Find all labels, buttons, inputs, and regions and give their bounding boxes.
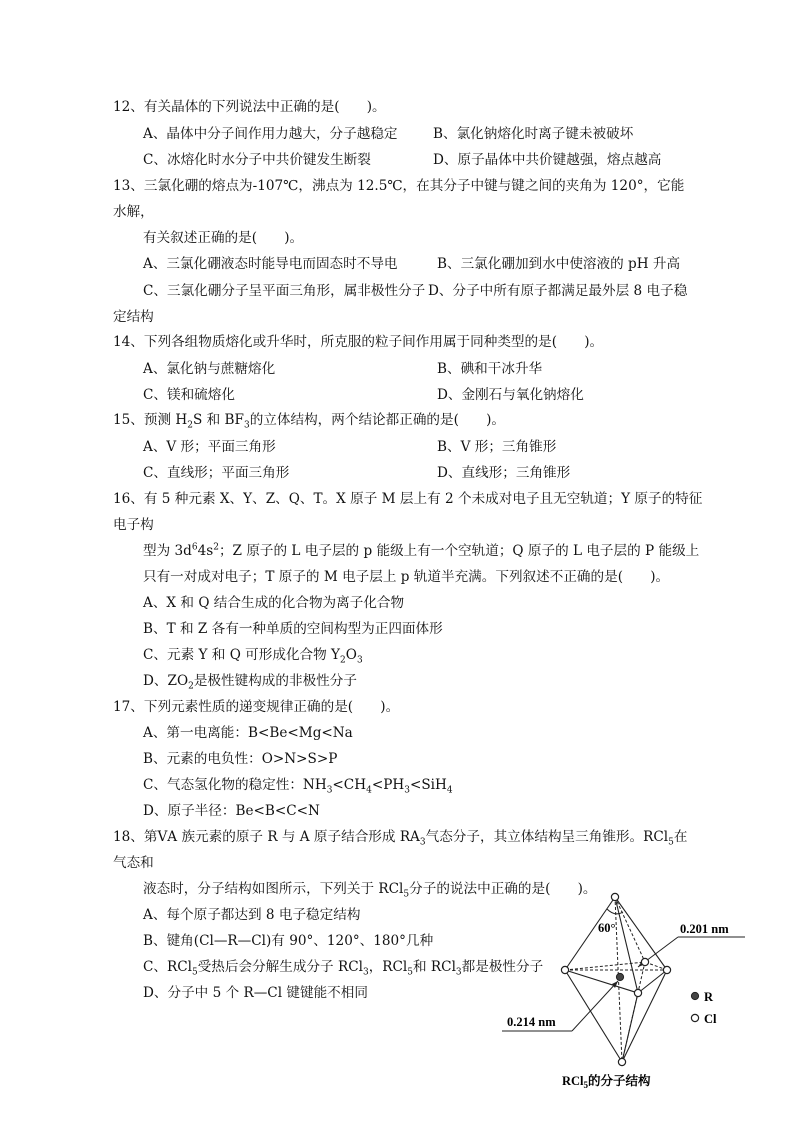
question-18-stem-line2: 气态和 <box>113 855 154 871</box>
question-17-option-d: D、原子半径：Be<B<C<N <box>143 803 320 819</box>
question-12-option-c: C、冰熔化时水分子中共价键发生断裂 <box>143 152 371 168</box>
legend-r-marker <box>691 992 698 999</box>
question-15-option-d: D、直线形；三角锥形 <box>437 465 571 481</box>
bond-length-bottom: 0.214 nm <box>507 1015 556 1029</box>
bond-length-top: 0.201 nm <box>680 922 729 936</box>
cl-atom-left <box>561 966 568 973</box>
question-14-stem: 14、下列各组物质熔化或升华时，所克服的粒子间作用属于同种类型的是( )。 <box>113 334 604 350</box>
question-16-option-c: C、元素 Y 和 Q 可形成化合物 $Y_2O_3$ <box>143 647 363 666</box>
question-18-option-c: C、RCl$_5$受热后会分解生成分子 RCl$_3$，RCl$_5$和 RCl$_3$都是极性分子 <box>143 959 544 978</box>
cl-atom-right <box>663 966 670 973</box>
edge-left-front <box>565 970 638 993</box>
dashed-edges <box>565 897 667 1062</box>
question-13-option-d: D、分子中所有原子都满足最外层 8 电子稳 <box>428 283 688 299</box>
question-18-stem-line1: 18、第ⅤA 族元素的原子 R 与 A 原子结合形成 $RA_3$气态分子，其立体结构呈三角锥形。RCl$_5$在 <box>113 829 688 848</box>
question-17-option-a: A、第一电离能：B<Be<Mg<Na <box>143 725 353 741</box>
question-13-option-a: A、三氯化硼液态时能导电而固态时不导电 <box>143 256 398 272</box>
question-18-option-b: B、键角(Cl—R—Cl)有 90°、120°、180°几种 <box>143 933 434 949</box>
edge-bottom-right <box>622 970 667 1062</box>
question-13-stem-line1: 13、三氯化硼的熔点为-107℃，沸点为 12.5℃，在其分子中键与键之间的夹角为 120°，它能 <box>113 178 685 194</box>
angle-arc <box>607 909 623 914</box>
question-15-stem: 15、预测 $H_2S$ 和 $BF_3$的立体结构，两个结论都正确的是( )。 <box>113 412 506 431</box>
legend-cl-marker <box>691 1014 698 1021</box>
question-16-stem-line3: 型为 $3d^64s^2$；Z 原子的 L 电子层的 p 能级上有一个空轨道；Q 原子的 L 电子层的 P 能级上 <box>143 542 700 559</box>
edge-left-back <box>565 962 645 970</box>
question-17-stem: 17、下列元素性质的递变规律正确的是( )。 <box>113 699 400 715</box>
question-13-option-c: C、三氯化硼分子呈平面三角形，属非极性分子 <box>143 283 426 299</box>
rcl5-structure-figure <box>490 885 750 1095</box>
question-13-option-d-cont: 定结构 <box>113 309 154 325</box>
question-15-option-c: C、直线形；平面三角形 <box>143 465 290 481</box>
question-14-option-a: A、氯化钠与蔗糖熔化 <box>143 361 276 377</box>
question-14-option-c: C、镁和硫熔化 <box>143 387 235 403</box>
question-16-stem-line1: 16、有 5 种元素 X、Y、Z、Q、T。X 原子 M 层上有 2 个未成对电子且无空轨道；Y 原子的特征 <box>113 491 703 507</box>
r-atom <box>616 973 623 980</box>
figure-caption: RCl$_5$的分子结构 <box>562 1074 651 1090</box>
question-14-option-d: D、金刚石与氧化钠熔化 <box>437 387 584 403</box>
question-17-option-b: B、元素的电负性：O>N>S>P <box>143 751 338 767</box>
question-15-option-b: B、V 形；三角锥形 <box>437 439 557 455</box>
question-12-option-d: D、原子晶体中共价键越强，熔点越高 <box>433 152 662 168</box>
leader-line-bottom <box>572 981 618 1031</box>
angle-label: 60° <box>598 921 616 935</box>
question-16-stem-line2: 电子构 <box>113 517 154 533</box>
question-13-stem-line2: 水解， <box>113 204 154 220</box>
cl-atom-bottom <box>618 1058 625 1065</box>
question-17-option-c: C、气态氢化物的稳定性：$NH_3<CH_4<PH_3<SiH_4$ <box>143 777 453 796</box>
question-14-option-b: B、碘和干冰升华 <box>437 361 543 377</box>
question-16-option-b: B、T 和 Z 各有一种单质的空间构型为正四面体形 <box>143 621 443 637</box>
question-16-option-d: D、$ZO_2$是极性键构成的非极性分子 <box>143 673 357 692</box>
question-12-stem: 12、有关晶体的下列说法中正确的是( )。 <box>113 99 386 115</box>
question-18-stem-line3: 液态时，分子结构如图所示，下列关于 RCl$_5$分子的说法中正确的是( )。 <box>143 881 597 900</box>
edge-bottom-back <box>622 962 645 1062</box>
cl-atom-back <box>641 958 648 965</box>
legend-cl-label: Cl <box>704 1012 717 1026</box>
cl-atom-front <box>634 989 641 996</box>
bipyramid-edges <box>565 897 667 1062</box>
edge-top-right <box>615 897 667 970</box>
question-15-option-a: A、V 形；平面三角形 <box>143 439 276 455</box>
question-12-option-b: B、氯化钠熔化时离子键未被破坏 <box>433 126 634 142</box>
question-16-stem-line4: 只有一对成对电子；T 原子的 M 电子层上 p 轨道半充满。下列叙述不正确的是( )。 <box>143 569 670 585</box>
edge-top-back <box>615 897 645 962</box>
question-13-option-b: B、三氯化硼加到水中使溶液的 pH 升高 <box>437 256 681 272</box>
cl-atom-top <box>611 893 618 900</box>
question-16-option-a: A、X 和 Q 结合生成的化合物为离子化合物 <box>143 595 405 611</box>
question-13-stem-line3: 有关叙述正确的是( )。 <box>143 230 304 246</box>
question-18-option-d: D、分子中 5 个 R—Cl 键键能不相同 <box>143 985 368 1001</box>
question-18-option-a: A、每个原子都达到 8 电子稳定结构 <box>143 907 361 923</box>
legend-r-label: R <box>704 990 714 1004</box>
question-12-option-a: A、晶体中分子间作用力越大，分子越稳定 <box>143 126 398 142</box>
